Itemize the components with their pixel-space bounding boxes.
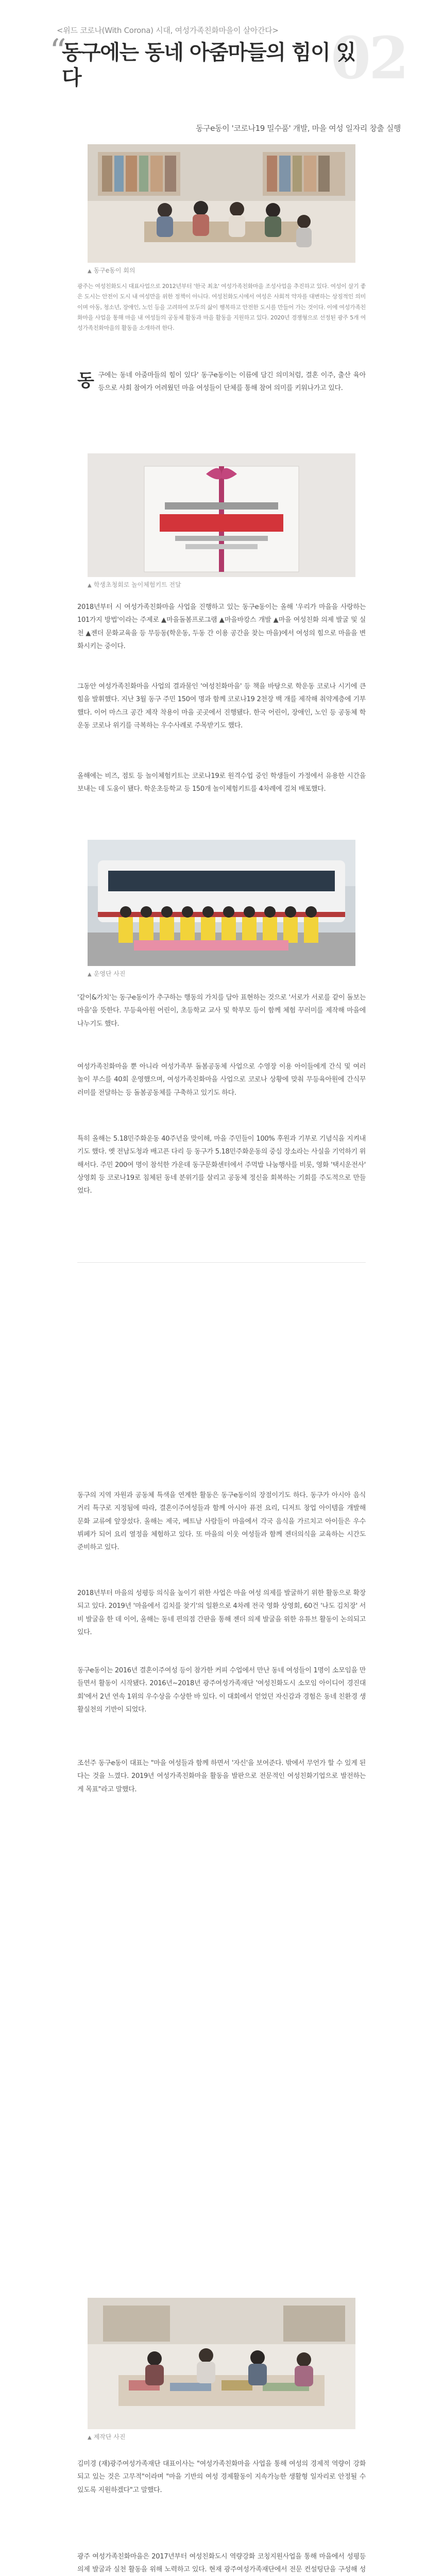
page-subtitle: 동구e동이 '코로나19 밀수품' 개발, 마을 여성 일자리 창출 실행: [196, 124, 401, 133]
series-label: <위드 코로나(With Corona) 시대, 여성가족친화마을이 살아간다>: [57, 26, 279, 35]
body-paragraph: 특히 올해는 5.18민주화운동 40주년을 맞이해, 마을 주민들이 100% 후원과 기부로 기념식을 지켜내기도 했다. 옛 전남도청과 배고픈 다리 등 동구가 5.18민주화운동의 중심 장소라는 사실을 기억하기 위해서다. 주민 200여 명이 참석한 가운데 동구문화센터에서 주먹밥 나눔행사를 비롯, 영화 '택시운전사' 상영회 등 코로나19로 침체된 동네 분위기를 살리고 공동체 정신을 회복하는 기회를 주도적으로 만들었다.: [77, 1135, 366, 1195]
body-paragraph: 동구e동이는 2016년 결혼이주여성 등이 참가한 커피 수업에서 만난 동네 여성들이 1명이 소모임을 만들면서 활동이 시작됐다. 2016년~2018년 광주여성가족재단 '여성친화도시 소모임 아이디어 경진대회'에서 2년 연속 1위의 우수상을 수상한 바 있다. 이 대회에서 얻었던 자신감과 경험은 동네 친환경 생활실천의 기반이 되었다.: [77, 1667, 366, 1714]
body-paragraph: 조선주 동구e동이 대표는 "마을 여성들과 함께 하면서 '자신'을 보여준다. 밖에서 무언가 할 수 있게 된다는 것을 느꼈다. 2019년 여성가족친화마을 활동을 발판으로 전문적인 여성친화기업으로 발전하는 게 목표"라고 말했다.: [77, 1759, 366, 1793]
body-paragraph: 올해에는 비즈, 점토 등 놀이체험키트는 코로나19로 원격수업 중인 학생들이 가정에서 유용한 시간을 보내는 데 도움이 됐다. 학운초등학교 등 150개 놀이체험키트를 4차례에 걸쳐 배포했다.: [77, 772, 366, 793]
body-paragraph: '같이&가치'는 동구e동이가 추구하는 행동의 가치를 담아 표현하는 것으로 '서로가 서로를 같이 돌보는 마을'을 뜻한다. 무등육아원 어린이, 초등학교 교사 및 학부모 등이 함께 체험 꾸러미를 제작해 마을에 나누기도 했다.: [77, 994, 366, 1028]
drop-cap: 동: [77, 370, 94, 391]
body-paragraph: 2018년부터 마을의 성평등 의식을 높이기 위한 사업은 마을 여성 의제를 발굴하기 위한 활동으로 확장되고 있다. 2019년 '마을에서 김치를 찾기'의 일환으로 4차례 전국 영화 상영회, 60건 '나도 김치장' 서비 발굴을 한 데 이어, 올해는 동네 편의점 간판을 통해 젠더 의제 발굴을 위한 유튜브 활동이 논의되고 있다.: [77, 1589, 366, 1637]
photo-caption: ▲ 학생초청회로 놀이체험키트 전달: [88, 581, 181, 588]
photo-caption: ▲ 운영단 사진: [88, 970, 126, 977]
body-paragraph: 2018년부터 시 여성가족친화마을 사업을 진행하고 있는 동구e동이는 올해 '우리가 마을을 사랑하는 101가지 방법'이라는 주제로 ▲마을돌봄프로그램 ▲마을바캉스 개발 ▲마을 여성친화 의제 발굴 및 실천 ▲젠더 문화교육을 등 무등동(학운동, 두동 간 이용 공간을 찾는 마을)에서 여성의 힘으로 마을을 변화시키는 중이다.: [77, 603, 366, 651]
intro-paragraph: 광주는 여성친화도시 대표사업으로 2012년부터 '한국 최초' 여성가족친화마을 조성사업을 추진하고 있다. 여성이 살기 좋은 도시는 안전이 도시 내 여성만을 위한 정책이 아니다. 여성친화도시에서 여성은 사회적 약자를 대변하는 상징적인 의미이며 아동, 청소년, 장애인, 노인 등을 고려하여 모두의 삶이 행복하고 안전한 도시를 만들어 가는 것이다. 이에 여성가족친화마을 사업을 통해 마을 내 여성들의 공동체 활동과 마을 활동을 지원하고 있다. 2020년 경쟁형으로 선정된 광주 5개 여성가족친화마을의 활동을 소개하려 한다.: [77, 283, 366, 332]
page-title: 동구에는 동네 아줌마들의 힘이 있다: [62, 41, 355, 90]
photo-caption: ▲ 동구e동이 회의: [88, 267, 135, 274]
body-paragraph: 김미경 (재)광주여성가족재단 대표이사는 "여성가족친화마을 사업을 통해 여성의 경제적 역량이 강화되고 있는 것은 고무적"이라며 "마을 기반의 여성 경제활동이 지속가능한 생활형 일자리로 안정될 수 있도록 지원하겠다"고 말했다.: [77, 2460, 366, 2494]
body-paragraph: 여성가족친화마을 뿐 아니라 여성가족부 돌봄공동체 사업으로 수영장 이용 아이들에게 간식 및 여러 놀이 부스를 40회 운영했으며, 여성가족친화마을 사업으로 코로나 상황에 맞춰 무등육아원에 간식꾸러미를 전달하는 등 돌봄공동체를 구축하고 있기도 하다.: [77, 1063, 366, 1097]
section-divider: [77, 1262, 366, 1263]
group-photo: [88, 840, 355, 966]
lead-paragraph: 동구에는 동네 아줌마들의 힘이 있다' 동구e동이는 이름에 담긴 의미처럼, 결혼 이주, 출산 육아 등으로 사회 참여가 어려웠던 마을 여성들이 단체를 통해 참여 의미를 키워나가고 있다.: [77, 370, 366, 393]
body-paragraph: 광주 여성가족친화마을은 2017년부터 여성친화도시 역량강화 코칭지원사업을 통해 마을에서 성평등 의제 발굴과 실천 활동을 위해 노력하고 있다. 현재 광주여성가족재단에서 전문 컨설팅단을 구성해 성: [77, 2553, 366, 2574]
body-paragraph: 그동안 여성가족친화마을 사업의 결과물인 '여성친화마을' 등 책을 바탕으로 학운동 코로나 시기에 큰 힘을 발휘했다. 지난 3월 동구 주민 150여 명과 함께 코로나19 2천장 백 개를 제작해 취약계층에 기부했다. 이어 마스크 공간 제작 착용이 마을 곳곳에서 진행됐다. 한국 어린이, 장애인, 노인 등 공동체 학운동 코로나 위기를 극복하는 우수사례로 주목받기도 했다.: [77, 683, 366, 730]
play-kit-photo: [88, 453, 355, 577]
photo-caption: ▲ 제작단 사진: [88, 2433, 126, 2441]
quote-mark-icon: “: [49, 32, 66, 71]
article-number: 02: [331, 25, 407, 92]
workshop-photo: [88, 2298, 355, 2429]
meeting-photo: [88, 144, 355, 263]
body-paragraph: 동구의 지역 자원과 공동체 특색을 연계한 활동은 동구e동이의 장점이기도 하다. 동구가 아시아 음식거리 특구로 지정됨에 따라, 결혼이주여성들과 함께 아시아 퓨전 요리, 디저트 창업 아이템을 개발해 문화 교류에 앞장섰다. 올해는 제국, 베트남 사람들이 마을에서 각국 음식을 가르치고 아이들은 우수 뷔페가 되어 요리 열정을 체험하고 있다. 또 마을의 이웃 여성들과 함께 젠더의식을 교육하는 시간도 준비하고 있다.: [77, 1492, 366, 1552]
